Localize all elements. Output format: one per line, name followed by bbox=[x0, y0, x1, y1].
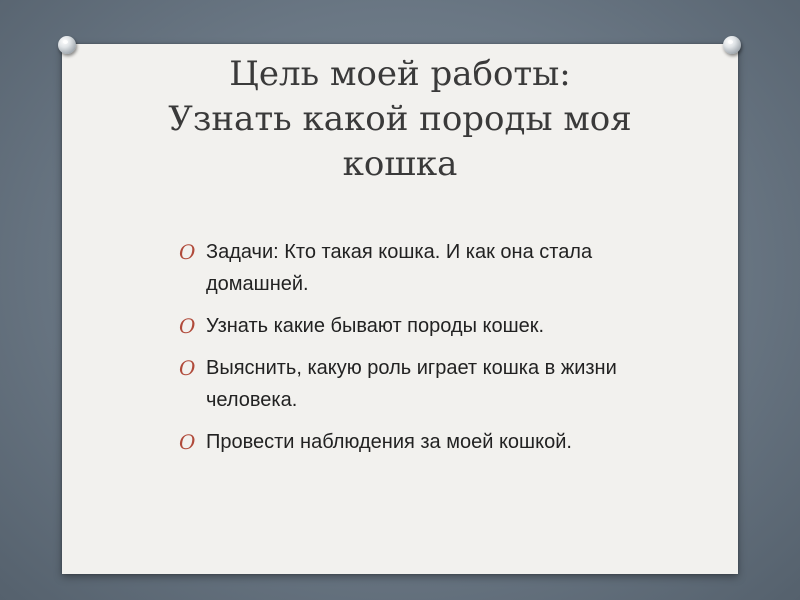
bullet-text: Провести наблюдения за моей кошкой. bbox=[206, 431, 572, 453]
bullet-marker-icon: O bbox=[179, 430, 196, 454]
bullet-marker-icon: O bbox=[179, 314, 196, 338]
slide-title bbox=[62, 52, 738, 187]
bullet-text: Задачи: Кто такая кошка. И как она стала домашней. bbox=[206, 241, 593, 295]
title-line: кошка bbox=[342, 144, 458, 184]
bullet-marker-icon: O bbox=[179, 356, 196, 380]
bullet-item bbox=[175, 426, 675, 458]
bullet-marker-icon: O bbox=[179, 240, 196, 264]
bullet-text: Выяснить, какую роль играет кошка в жизни человека. bbox=[206, 357, 617, 411]
bullet-item bbox=[175, 236, 675, 300]
title-line: Цель моей работы: bbox=[229, 54, 571, 94]
bullet-item bbox=[175, 310, 675, 342]
bullet-text: Узнать какие бывают породы кошек. bbox=[206, 315, 545, 337]
title-line: Узнать какой породы моя bbox=[168, 99, 632, 139]
bullet-list bbox=[175, 236, 675, 468]
bullet-item bbox=[175, 352, 675, 416]
